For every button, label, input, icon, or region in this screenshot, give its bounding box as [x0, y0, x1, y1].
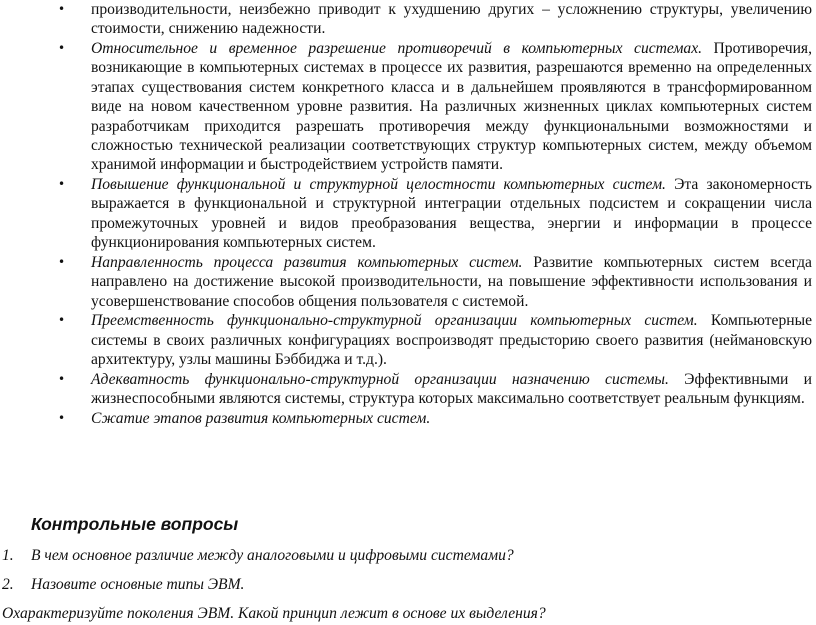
- question-text: В чем основное различие между аналоговыми и цифровыми системами?: [31, 547, 514, 564]
- item-lead: Сжатие этапов развития компьютерных систем.: [91, 409, 431, 427]
- item-lead: Направленность процесса развития компьютерных систем.: [91, 253, 523, 271]
- list-item: [0, 0, 816, 39]
- list-item: [0, 175, 816, 253]
- list-item: [0, 409, 816, 428]
- bullet-icon: •: [58, 313, 66, 328]
- list-item: [0, 311, 816, 369]
- item-text: Эффективными и жизнеспособными являются системы, структура которых максимально соответствует реальным функциям.: [91, 370, 813, 408]
- list-item: [0, 370, 816, 409]
- bullet-icon: •: [58, 2, 66, 16]
- question-number: 1.: [2, 547, 14, 564]
- item-lead: Преемственность функционально-структурной организации компьютерных систем.: [91, 312, 698, 330]
- list-item: [0, 39, 816, 175]
- item-text: Противоречия, возникающие в компьютерных системах в процессе их развития, разрешаются временно на определенных этапах существования систем конкретного класса и в дальнейшем проявляются в трансформированном виде на новом качественном уровне развития. На различных жизненных циклах компьютерных систем разработчикам приходится разрешать противоречия между функциональными возможностями и сложностью технической реализации соответствующих структур компьютерных систем, между объемом хранимой информации и быстродействием устройств памяти.: [91, 40, 812, 174]
- item-text: производительности, неизбежно приводит к ухудшению других – усложнению структуры, увеличению стоимости, снижению надежности.: [91, 1, 812, 38]
- list-item: [0, 253, 816, 311]
- item-lead: Повышение функциональной и структурной целостности компьютерных систем.: [91, 176, 666, 194]
- item-lead: Относительное и временное разрешение противоречий в компьютерных системах.: [91, 40, 703, 57]
- item-text: Компьютерные системы в своих различных конфигурациях воспроизводят предысторию своего развития (неймановскую архитектуру, узлы машины Бэббиджа и т.д.).: [91, 312, 813, 369]
- question-text-unnumbered: Охарактеризуйте поколения ЭВМ. Какой принцип лежит в основе их выделения?: [2, 605, 546, 622]
- item-text: Эта закономерность выражается в функциональной и структурной интеграции отдельных подсистем и сокращении числа промежуточных уровней и видов преобразования вещества, энергии и информации в процессе функционирования компьютерных систем.: [91, 176, 812, 252]
- question-text: Назовите основные типы ЭВМ.: [31, 576, 245, 593]
- item-lead: Адекватность функционально-структурной организации назначению системы.: [91, 370, 669, 388]
- question-number: 2.: [2, 576, 14, 593]
- bullet-icon: •: [58, 410, 66, 425]
- section-title: Контрольные вопросы: [31, 514, 239, 534]
- bullet-icon: •: [58, 371, 66, 386]
- item-text: Развитие компьютерных систем всегда направлено на достижение высокой производительности, на повышение эффективности использования и усовершенствование способов общения пользователя с системой.: [91, 253, 812, 310]
- bullet-icon: •: [58, 254, 66, 269]
- bullet-icon: •: [58, 41, 66, 55]
- bullet-icon: •: [58, 177, 66, 192]
